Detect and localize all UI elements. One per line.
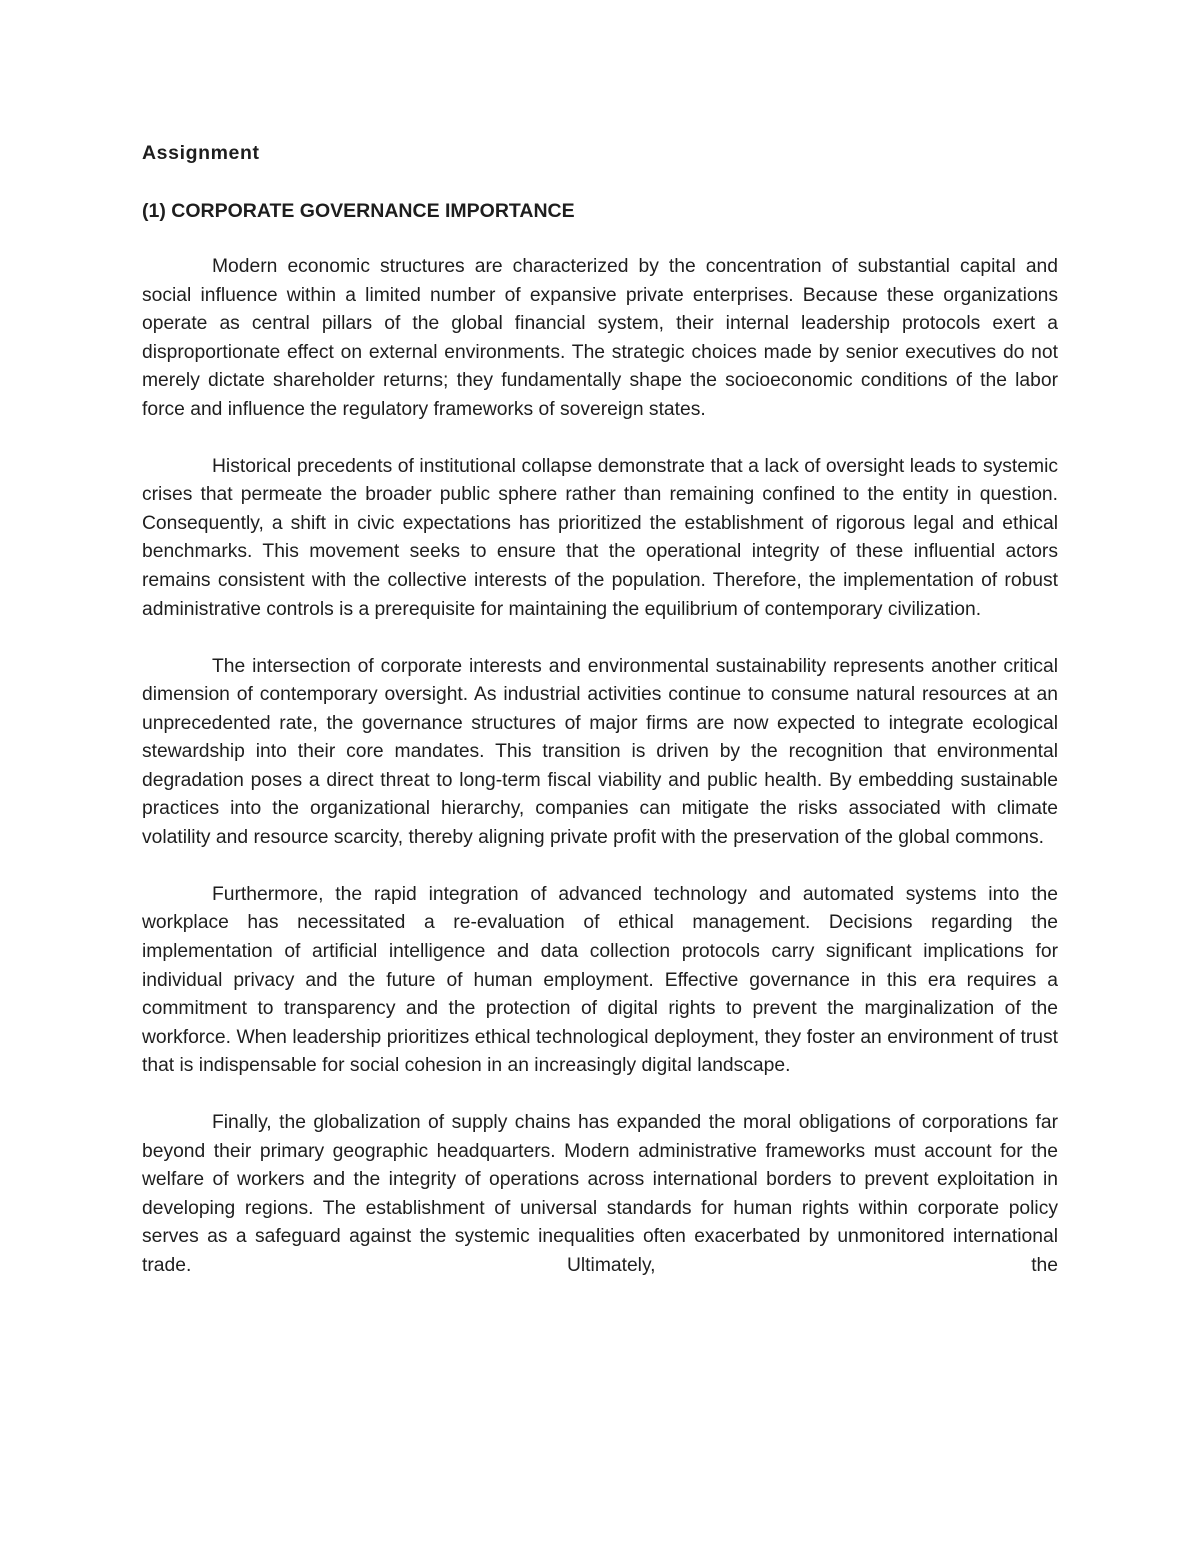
- document-title: Assignment: [142, 142, 260, 164]
- document-body: [142, 138, 1058, 1281]
- section-heading: (1) CORPORATE GOVERNANCE IMPORTANCE: [142, 200, 575, 222]
- paragraph-2: Historical precedents of institutional collapse demonstrate that a lack of oversight leads to systemic crises that permeate the broader public sphere rather than remaining confined to the entity in question. Consequently, a shift in civic expectations has prioritized the establishment of rigorous legal and ethical benchmarks. This movement seeks to ensure that the operational integrity of these influential actors remains consistent with the collective interests of the population. Therefore, the implementation of robust administrative controls is a prerequisite for maintaining the equilibrium of contemporary civilization.: [142, 455, 1058, 620]
- paragraph-5: Finally, the globalization of supply chains has expanded the moral obligations of corporations far beyond their primary geographic headquarters. Modern administrative frameworks must account for the welfare of workers and the integrity of operations across international borders to prevent exploitation in developing regions. The establishment of universal standards for human rights within corporate policy serves as a safeguard against the systemic inequalities often exacerbated by unmonitored international trade. Ultimately, the: [142, 1112, 1058, 1276]
- paragraph-3: The intersection of corporate interests and environmental sustainability represents another critical dimension of contemporary oversight. As industrial activities continue to consume natural resources at an unprecedented rate, the governance structures of major firms are now expected to integrate ecological stewardship into their core mandates. This transition is driven by the recognition that environmental degradation poses a direct threat to long-term fiscal viability and public health. By embedding sustainable practices into the organizational hierarchy, companies can mitigate the risks associated with climate volatility and resource scarcity, thereby aligning private profit with the preservation of the global commons.: [142, 655, 1058, 848]
- paragraph-4: Furthermore, the rapid integration of advanced technology and automated systems into the workplace has necessitated a re-evaluation of ethical management. Decisions regarding the implementation of artificial intelligence and data collection protocols carry significant implications for individual privacy and the future of human employment. Effective governance in this era requires a commitment to transparency and the protection of digital rights to prevent the marginalization of the workforce. When leadership prioritizes ethical technological deployment, they foster an environment of trust that is indispensable for social cohesion in an increasingly digital landscape.: [142, 883, 1058, 1077]
- paragraph-1: Modern economic structures are characterized by the concentration of substantial capital and social influence within a limited number of expansive private enterprises. Because these organizations operate as central pillars of the global financial system, their internal leadership protocols exert a disproportionate effect on external environments. The strategic choices made by senior executives do not merely dictate shareholder returns; they fundamentally shape the socioeconomic conditions of the labor force and influence the regulatory frameworks of sovereign states.: [142, 256, 1058, 420]
